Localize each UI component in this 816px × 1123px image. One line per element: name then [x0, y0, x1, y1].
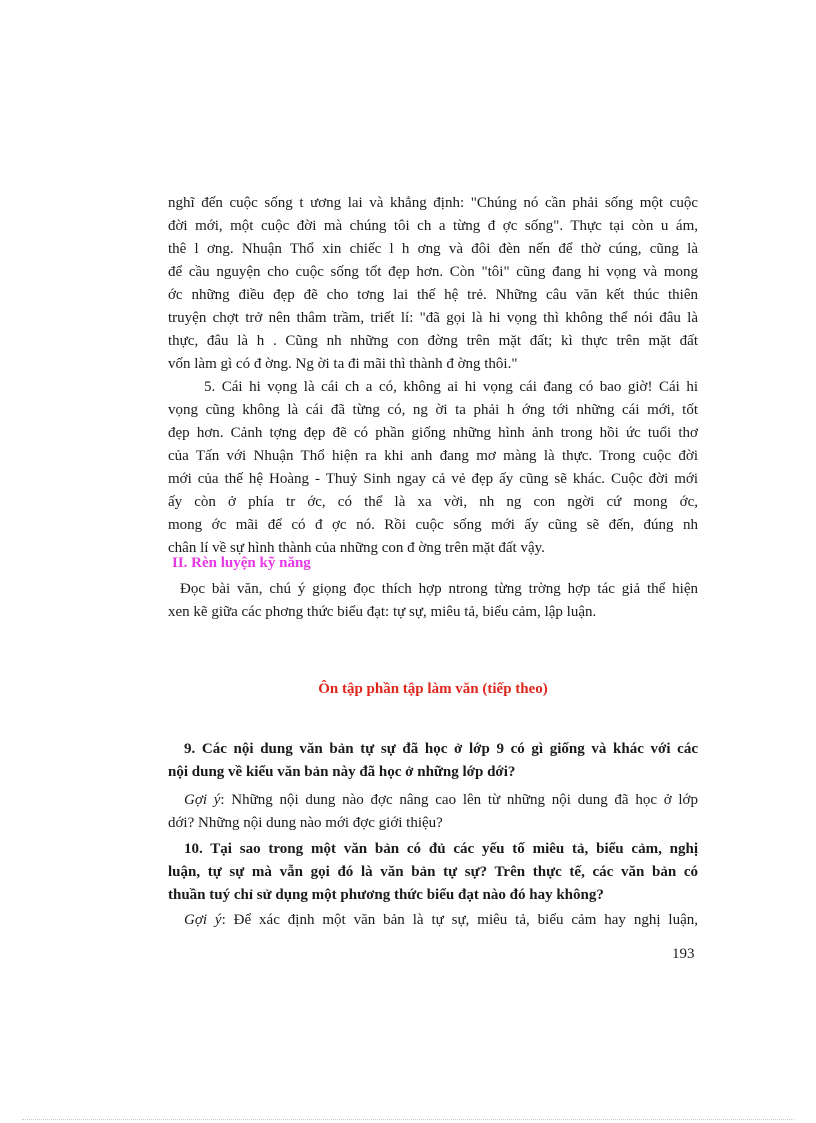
- hint-text: : Những nội dung nào đợc nâng cao lên từ những nội dung đã học ở lớp: [220, 792, 698, 808]
- text-line: ớc những điều đẹp đẽ cho tơng lai thế hệ trẻ. Những câu văn kết thúc thiên: [168, 287, 698, 303]
- hint-label: Gợi ý: [184, 792, 221, 808]
- text-line: thê l ơng. Nhuận Thổ xin chiếc l h ơng và đôi đèn nến để thờ cúng, cũng là: [168, 241, 698, 257]
- question-line: thuần tuý chỉ sử dụng một phương thức biểu đạt nào đó hay không?: [168, 887, 604, 903]
- text-line: truyện chợt trở nên thâm trầm, triết lí: "đã gọi là hi vọng thì không thể nói đâu là: [168, 310, 698, 326]
- section-heading: II. Rèn luyện kỹ năng: [172, 555, 311, 571]
- page-number: 193: [672, 946, 695, 962]
- text-line: ấy còn ở phía tr ớc, có thể là xa vời, nh ng con ngời cứ mong ớc,: [168, 494, 698, 510]
- hint-9: [168, 789, 698, 835]
- text-line: mong ớc mãi để có đ ợc nó. Rồi cuộc sống mới ấy cũng sẽ đến, đúng nh: [168, 517, 698, 533]
- text-line: mới của thế hệ Hoàng - Thuỷ Sinh ngay cả vẻ đẹp ấy cũng sẽ khác. Cuộc đời mới: [168, 471, 698, 487]
- paragraph-2: [168, 376, 698, 560]
- hint-10: [168, 909, 698, 932]
- hint-line: [168, 909, 698, 932]
- text-line: chân lí về sự hình thành của những con đ ờng trên mặt đất vậy.: [168, 540, 545, 556]
- hint-line: [168, 789, 698, 812]
- text-line: nghĩ đến cuộc sống t ương lai và khẳng định: "Chúng nó cần phải sống một cuộc: [168, 195, 698, 211]
- question-line: luận, tự sự mà vẫn gọi đó là văn bản tự sự? Trên thực tế, các văn bản có: [168, 864, 698, 880]
- text-line: thực, đâu là h . Cũng nh những con đờng trên mặt đất; kì thực trên mặt đất: [168, 333, 698, 349]
- question-10: [168, 838, 698, 907]
- question-line: 9. Các nội dung văn bản tự sự đã học ở lớp 9 có gì giống và khác với các: [184, 741, 698, 757]
- question-line: 10. Tại sao trong một văn bản có đủ các yếu tố miêu tả, biểu cảm, nghị: [184, 841, 698, 857]
- question-line: nội dung về kiểu văn bản này đã học ở những lớp dới?: [168, 764, 516, 780]
- question-9: [168, 738, 698, 784]
- section-title: Ôn tập phần tập làm văn (tiếp theo): [318, 681, 548, 697]
- text-line: để cầu nguyện cho cuộc sống tốt đẹp hơn. Còn "tôi" cũng đang hi vọng và mong: [168, 264, 698, 280]
- hint-line: dới? Những nội dung nào mới đợc giới thiệu?: [168, 815, 443, 831]
- skills-section: [168, 552, 698, 624]
- text-line: đẹp hơn. Cảnh tợng đẹp đẽ có phần giống những hình ảnh trong hồi ức tuổi thơ: [168, 425, 698, 441]
- hint-text: : Để xác định một văn bản là tự sự, miêu tả, biểu cảm hay nghị luận,: [221, 912, 698, 928]
- hint-label: Gợi ý: [184, 912, 222, 928]
- text-line: vốn làm gì có đ ờng. Ng ời ta đi mãi thì thành đ ờng thôi.": [168, 356, 518, 372]
- text-line: Đọc bài văn, chú ý giọng đọc thích hợp ntrong từng trờng hợp tác giả thể hiện: [180, 581, 698, 597]
- text-line: xen kẽ giữa các phơng thức biểu đạt: tự sự, miêu tả, biểu cảm, lập luận.: [168, 604, 597, 620]
- text-line: vọng cũng không là cái đã từng có, ng ời ta phải h ớng tới những cái mới, tốt: [168, 402, 698, 418]
- text-line: của Tấn với Nhuận Thổ hiện ra khi anh đang mơ màng là thực. Trong cuộc đời: [168, 448, 698, 464]
- paragraph-1: [168, 192, 698, 376]
- text-line: 5. Cái hi vọng là cái ch a có, không ai hi vọng cái đang có bao giờ! Cái hi: [204, 379, 698, 395]
- bottom-divider: [22, 1119, 794, 1120]
- text-line: đời mới, một cuộc đời mà chúng tôi ch a từng đ ợc sống". Thực tại còn u ám,: [168, 218, 698, 234]
